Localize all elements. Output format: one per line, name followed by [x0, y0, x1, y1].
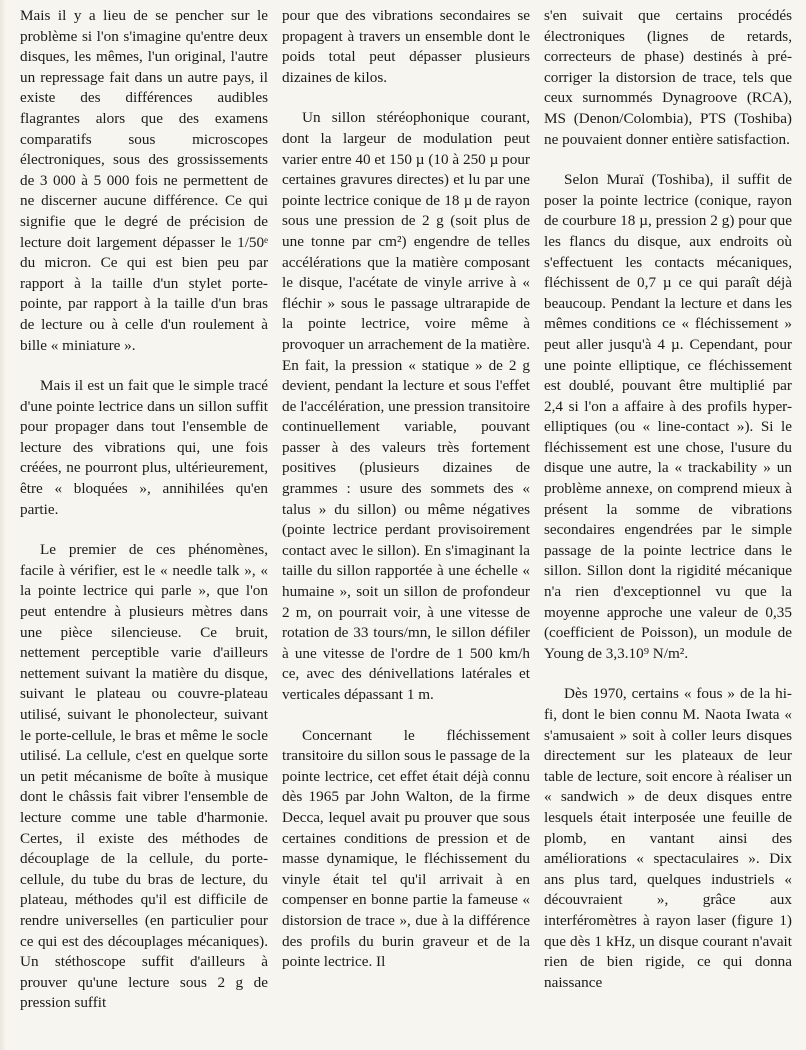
column-1: [20, 6, 268, 1014]
paragraph: Le premier de ces phénomènes, facile à vérifier, est le « needle talk », « la pointe lectrice qui parle », que l'on peut entendre à plusieurs mètres dans une pièce silencieuse. Ce bruit, nettement perceptible varie d'ailleurs nettement suivant la matière du disque, suivant le plateau ou couvre-plateau utilisé, suivant le phonolecteur, suivant le porte-cellule, le bras et même le socle utilisé. La cellule, c'est en quelque sorte un petit mécanisme de boîte à musique dont le châssis fait vibrer l'ensemble de lecture comme une table d'harmonie. Certes, il existe des méthodes de découplage de la cellule, du porte-cellule, du tube du bras de lecture, du plateau, méthodes qu'il est difficile de rendre universelles (en particulier pour ce qui est des découplages mécaniques). Un stéthoscope suffit d'ailleurs à prouver qu'une lecture sous 2 g de pression suffit: [20, 541, 268, 1012]
text-columns: [20, 6, 792, 1014]
paragraph: Mais il est un fait que le simple tracé d'une pointe lectrice dans un sillon suffit pour propager dans tout l'ensemble de lecture des vibrations qui, une fois créées, ne pourront plus, ultérieurement, être « bloquées », annihilées qu'en partie.: [20, 377, 268, 518]
paragraph: Concernant le fléchissement transitoire du sillon sous le passage de la pointe lectrice, cet effet était déjà connu dès 1965 par John Walton, de la firme Decca, lequel avait pu prouver que sous certaines conditions de pression et de masse dynamique, le fléchissement du vinyle était tel qu'il arrivait à en compenser en bonne partie la fameuse « distorsion de trace », due à la différence des profils du burin graveur et de la pointe lectrice. Il: [282, 726, 530, 971]
paragraph: Un sillon stéréophonique courant, dont la largeur de modulation peut varier entre 40 et 150 µ (10 à 250 µ pour certaines gravures directes) et lu par une pointe lectrice conique de 18 µ de rayon sous une pression de 2 g (soit plus de une tonne par cm²) engendre de telles accélérations que la matière composant le disque, l'acétate de vinyle arrive à « fléchir » sous le passage ultrarapide de la pointe lectrice, voire même à provoquer un arrachement de la matière. En fait, la pression « statique » de 2 g devient, pendant la lecture et sous l'effet de l'accélération, une pression transitoire continuellement variable, pouvant passer à des valeurs très fortement positives (plusieurs dizaines de grammes : usure des sommets des « talus » du sillon) ou même négatives (pointe lectrice perdant provisoirement contact avec le sillon). En s'imaginant la taille du sillon rapportée à une échelle « humaine », soit un sillon de profondeur 2 m, on pourrait voir, à une vitesse de rotation de 33 tours/mn, le sillon défiler à une vitesse de l'ordre de 1 500 km/h ce, avec des dénivellations latérales et verticales dépassant 1 m.: [282, 109, 530, 703]
paragraph: s'en suivait que certains procédés électroniques (lignes de retards, correcteurs de phase) destinés à pré-corriger la distorsion de trace, tels que ceux surnommés Dynagroove (RCA), MS (Denon/Colombia), PTS (Toshiba) ne pouvaient donner entière satisfaction.: [544, 7, 792, 148]
paragraph: pour que des vibrations secondaires se propagent à travers un ensemble dont le poids total peut dépasser plusieurs dizaines de kilos.: [282, 7, 530, 86]
column-3: [544, 6, 792, 1014]
paragraph: Selon Muraï (Toshiba), il suffit de poser la pointe lectrice (conique, rayon de courbure 18 µ, pression 2 g) pour que les flancs du disque, aux endroits où s'effectuent les contacts mécaniques, fléchissent de 0,7 µ ce qui paraît déjà beaucoup. Pendant la lecture et dans les mêmes conditions ce « fléchissement » peut aller jusqu'à 4 µ. Cependant, pour une pointe elliptique, ce fléchissement est doublé, pouvant être multiplié par 2,4 si l'on a affaire à des profils hyper-elliptiques (ou « line-contact »). Si le fléchissement est une chose, l'usure du disque une autre, la « trackability » un problème annexe, on comprend mieux à présent la somme de vibrations secondaires engendrées par le simple passage de la pointe lectrice dans le sillon. Sillon dont la rigidité mécanique n'a rien d'exceptionnel vu que la moyenne approche une valeur de 0,35 (coefficient de Poisson), un module de Young de 3,3.10⁹ N/m².: [544, 171, 792, 662]
paragraph: Mais il y a lieu de se pencher sur le problème si l'on s'imagine qu'entre deux disques, les mêmes, l'un original, l'autre un repressage fait dans un autre pays, il existe des différences audibles flagrantes alors que des examens comparatifs sous microscopes électroniques, sous des grossissements de 3 000 à 5 000 fois ne permettent de ne discerner aucune différence. Ce qui signifie que le degré de précision de lecture doit largement dépasser le 1/50ᵉ du micron. Ce qui est bien peu par rapport à la taille d'un stylet porte-pointe, par rapport à la taille d'un bras de lecture ou à celle d'un roulement à bille « miniature ».: [20, 7, 268, 354]
page-edge-shadow: [0, 0, 6, 1050]
column-2: [282, 6, 530, 1014]
paragraph: Dès 1970, certains « fous » de la hi-fi, dont le bien connu M. Naota Iwata « s'amusaient » soit à coller leurs disques directement sur les plateaux de leur table de lecture, soit encore à réaliser un « sandwich » de deux disques entre lesquels était interposée une feuille de plomb, en vantant ainsi des améliorations « spectaculaires ». Dix ans plus tard, quelques industriels « découvraient », grâce aux interféromètres à rayon laser (figure 1) que dès 1 kHz, un disque courant n'avait rien de bien rigide, ce qui donna naissance: [544, 685, 792, 991]
